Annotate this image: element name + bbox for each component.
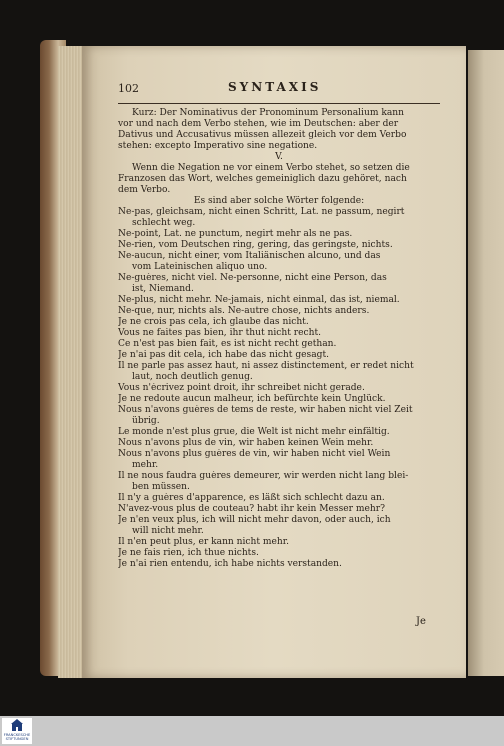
orphanage-building-icon	[11, 719, 23, 732]
text-line: vor und nach dem Verbo stehen, wie im Deutschen: aber der	[118, 119, 399, 129]
header-rule	[118, 103, 440, 104]
text-line: dem Verbo.	[118, 185, 171, 195]
text-line: Nous n'avons plus guères de vin, wir haben nicht viel Wein	[118, 449, 391, 459]
text-line: Le monde n'est plus grue, die Welt ist nicht mehr einfältig.	[118, 427, 390, 437]
page-number: 102	[118, 82, 139, 95]
text-line: laut, noch deutlich genug.	[132, 372, 253, 382]
text-line: Nous n'avons plus de vin, wir haben keinen Wein mehr.	[118, 438, 374, 448]
logo-text: FRANCKESCHE STIFTUNGEN	[3, 733, 31, 741]
text-line: Es sind aber solche Wörter folgende:	[193, 196, 365, 206]
text-line: Vous n'écrivez point droit, ihr schreibet nicht gerade.	[118, 383, 365, 393]
text-line: Ne-que, nur, nichts als. Ne-autre chose, nichts anders.	[118, 306, 370, 316]
text-line: Il ne nous faudra guères demeurer, wir werden nicht lang blei-	[118, 471, 409, 481]
text-line: Je n'ai pas dit cela, ich habe das nicht gesagt.	[118, 350, 329, 360]
text-line: Je ne fais rien, ich thue nichts.	[118, 548, 259, 558]
text-line: Ne-rien, vom Deutschen ring, gering, das geringste, nichts.	[118, 240, 393, 250]
text-line: Il n'en peut plus, er kann nicht mehr.	[118, 537, 290, 547]
text-line: Je ne crois pas cela, ich glaube das nicht.	[118, 317, 309, 327]
text-line: will nicht mehr.	[132, 526, 204, 536]
text-line: Je ne redoute aucun malheur, ich befürchte kein Unglück.	[118, 394, 386, 404]
book-page	[82, 46, 466, 678]
text-line: N'avez-vous plus de couteau? habt ihr kein Messer mehr?	[118, 504, 385, 514]
text-line: Franzosen das Wort, welches gemeiniglich dazu gehöret, nach	[118, 174, 407, 184]
facing-page-edge	[468, 50, 504, 676]
text-line: vom Lateinischen aliquo uno.	[132, 262, 268, 272]
text-line: V.	[275, 152, 283, 162]
body-text	[118, 108, 440, 570]
text-line: Ne-guères, nicht viel. Ne-personne, nicht eine Person, das	[118, 273, 387, 283]
text-line: Ne-aucun, nicht einer, vom Italiänischen alcuno, und das	[118, 251, 381, 261]
library-logo	[2, 718, 32, 744]
text-line: schlecht weg.	[132, 218, 196, 228]
catchword: Je	[416, 616, 426, 627]
text-line: ist, Niemand.	[132, 284, 194, 294]
text-line: Nous n'avons guères de tems de reste, wir haben nicht viel Zeit	[118, 405, 413, 415]
text-line: Kurz: Der Nominativus der Pronominum Personalium kann	[132, 108, 404, 118]
text-line: Je n'ai rien entendu, ich habe nichts verstanden.	[118, 559, 342, 569]
text-line: Ce n'est pas bien fait, es ist nicht recht gethan.	[118, 339, 337, 349]
text-line: Ne-plus, nicht mehr. Ne-jamais, nicht einmal, das ist, niemal.	[118, 295, 400, 305]
text-line: Dativus und Accusativus müssen allezeit gleich vor dem Verbo	[118, 130, 407, 140]
text-line: Vous ne faites pas bien, ihr thut nicht recht.	[118, 328, 321, 338]
running-title: SYNTAXIS	[228, 80, 322, 94]
text-line: Je n'en veux plus, ich will nicht mehr davon, oder auch, ich	[118, 515, 391, 525]
text-line: mehr.	[132, 460, 159, 470]
page-header	[118, 80, 436, 100]
text-line: übrig.	[132, 416, 160, 426]
text-line: Ne-point, Lat. ne punctum, negirt mehr als ne pas.	[118, 229, 353, 239]
text-line: ben müssen.	[132, 482, 190, 492]
viewer-footer-bar	[0, 716, 504, 746]
text-line: stehen: excepto Imperativo sine negatione.	[118, 141, 318, 151]
text-line: Ne-pas, gleichsam, nicht einen Schritt, Lat. ne passum, negirt	[118, 207, 405, 217]
text-line: Il ne parle pas assez haut, ni assez distinctement, er redet nicht	[118, 361, 414, 371]
text-line: Wenn die Negation ne vor einem Verbo stehet, so setzen die	[132, 163, 410, 173]
text-line: Il n'y a guères d'apparence, es läßt sich schlecht dazu an.	[118, 493, 385, 503]
